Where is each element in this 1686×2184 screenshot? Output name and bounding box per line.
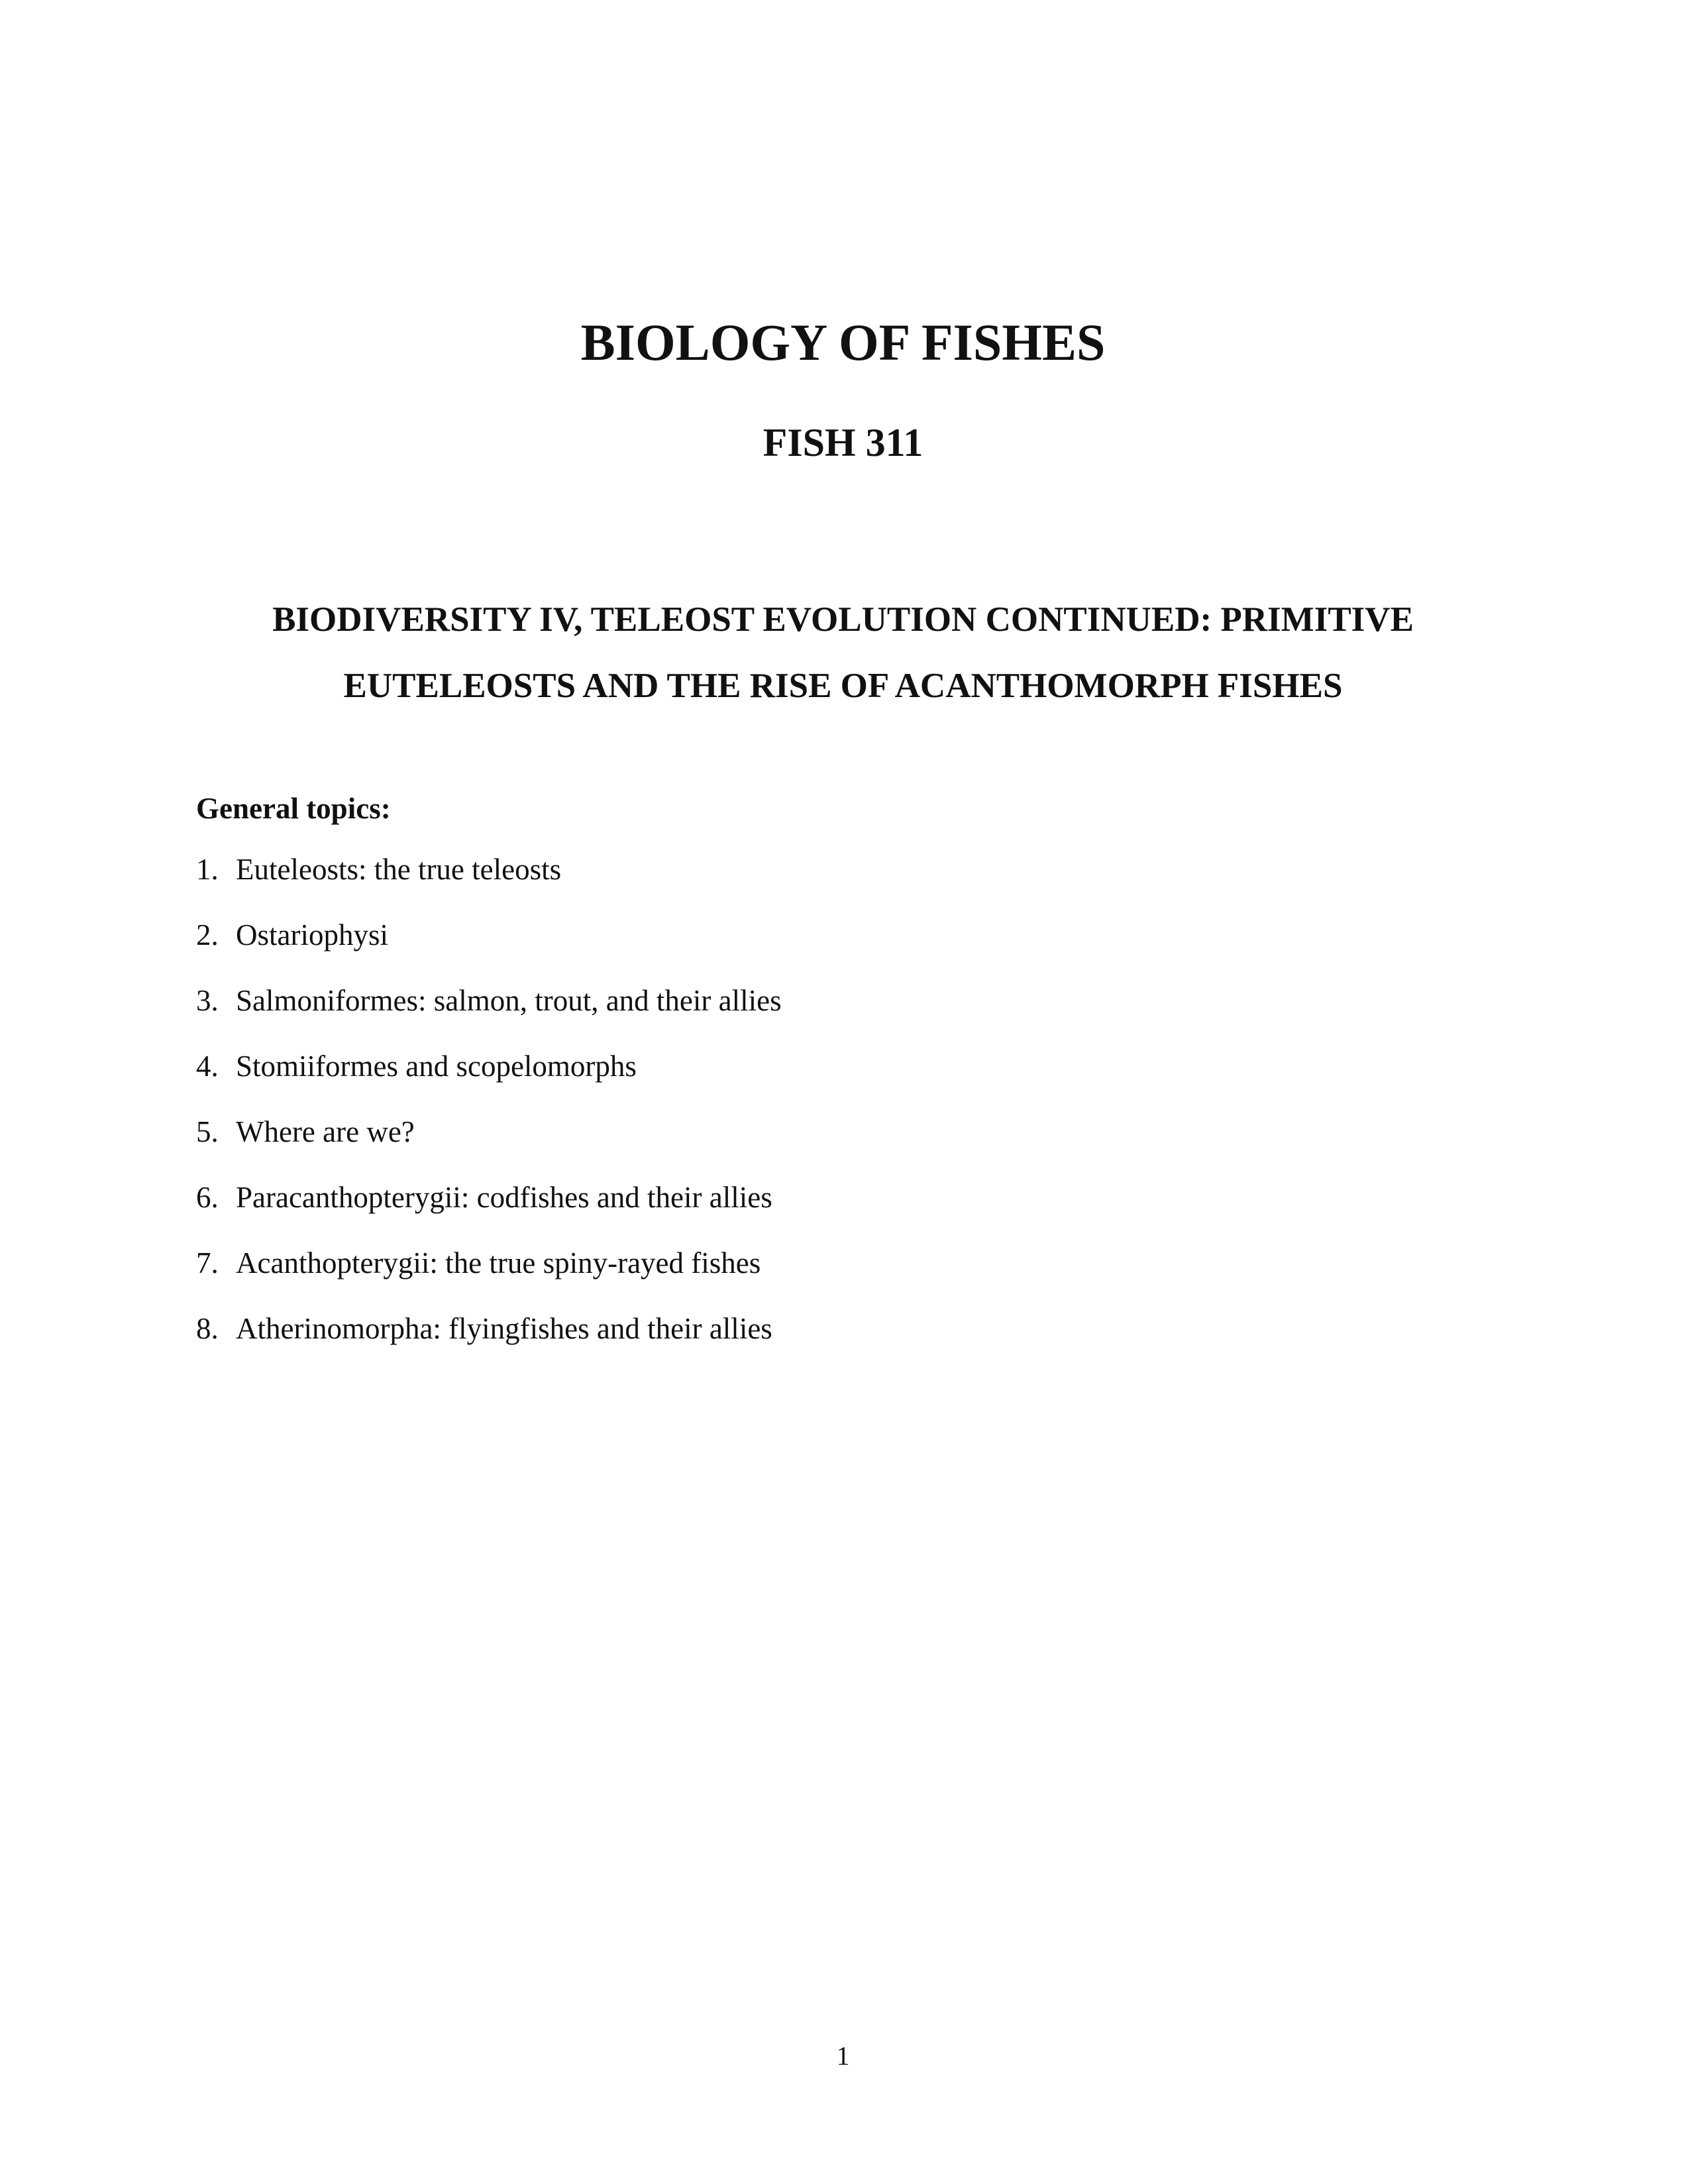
lecture-title-line-2: EUTELEOSTS AND THE RISE OF ACANTHOMORPH FISHES: [343, 667, 1343, 705]
topic-item: [196, 1183, 782, 1248]
course-code: FISH 311: [763, 421, 923, 464]
topic-text: Where are we?: [236, 1115, 415, 1148]
topic-text: Ostariophysi: [236, 918, 388, 952]
topic-number: 8.: [196, 1312, 219, 1345]
topic-number: 6.: [196, 1181, 219, 1214]
topic-list: [196, 855, 782, 1380]
topic-number: 3.: [196, 984, 219, 1017]
topic-number: 2.: [196, 918, 219, 952]
topic-number: 4.: [196, 1050, 219, 1083]
topic-item: [196, 855, 782, 920]
topic-text: Salmoniformes: salmon, trout, and their allies: [236, 984, 782, 1017]
topic-item: [196, 1052, 782, 1117]
topic-item: [196, 1314, 782, 1380]
topic-item: [196, 986, 782, 1052]
topic-number: 1.: [196, 853, 219, 886]
lecture-title: [0, 586, 1686, 719]
document-title: BIOLOGY OF FISHES: [580, 313, 1106, 371]
topic-item: [196, 1117, 782, 1183]
page-number: 1: [836, 2041, 850, 2071]
topic-text: Paracanthopterygii: codfishes and their allies: [236, 1181, 772, 1214]
topic-text: Euteleosts: the true teleosts: [236, 853, 562, 886]
topic-number: 7.: [196, 1246, 219, 1280]
topic-item: [196, 920, 782, 986]
topic-text: Stomiiformes and scopelomorphs: [236, 1050, 637, 1083]
topics-heading: General topics:: [196, 792, 391, 825]
topic-text: Atherinomorpha: flyingfishes and their allies: [236, 1312, 772, 1345]
topic-item: [196, 1248, 782, 1314]
lecture-title-line-1: BIODIVERSITY IV, TELEOST EVOLUTION CONTINUED: PRIMITIVE: [272, 600, 1414, 639]
topic-text: Acanthopterygii: the true spiny-rayed fishes: [236, 1246, 761, 1280]
topic-number: 5.: [196, 1115, 219, 1148]
